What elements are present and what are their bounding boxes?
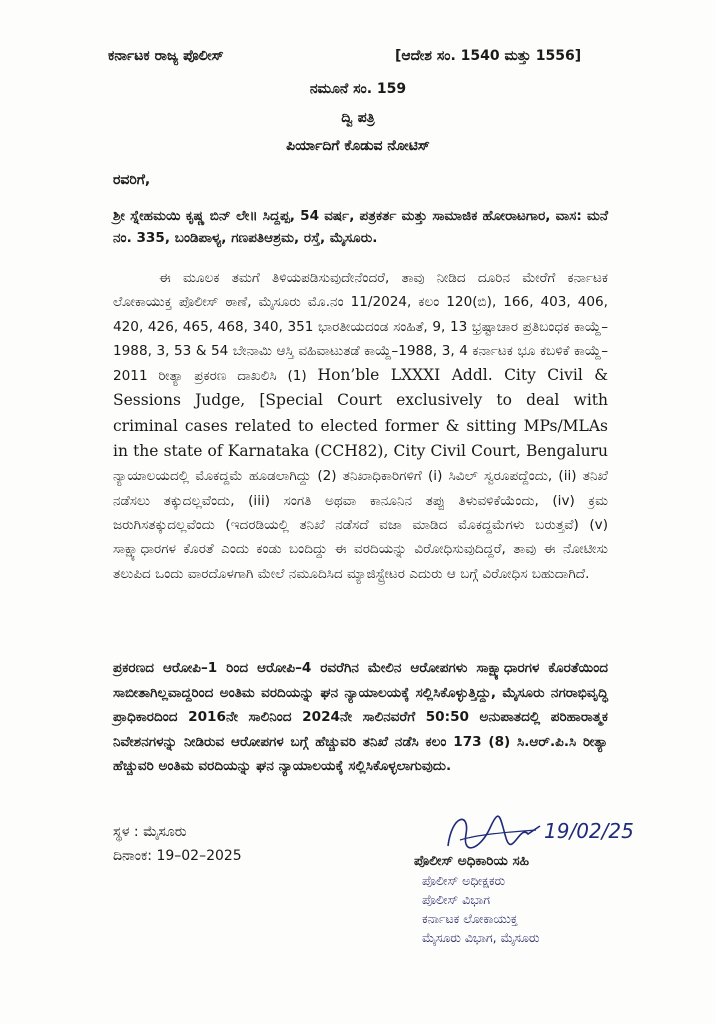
body-part-1: ಈ ಮೂಲಕ ತಮಗೆ ತಿಳಿಯಪಡಿಸುವುದೇನೆಂದರೆ, ತಾವು ನೀಡಿದ ದೂರಿನ ಮೇರೆಗೆ ಕರ್ನಾಟಕ ಲೋಕಾಯುಕ್ತ ಪೊಲೀಸ್ ಠಾಣೆ, ಮೈಸೂರು ಮೊ.ನಂ 11/2024, ಕಲಂ 120(ಬಿ), 166, 403, 406, 420, 426, 465, 468, 340, 351 ಭಾರತೀಯದಂಡ ಸಂಹಿತೆ, 9, 13 ಭ್ರಷ್ಟಾಚಾರ ಪ್ರತಿಬಂಧಕ ಕಾಯ್ದೆ–1988, 3, 53 & 54 ಬೇನಾಮಿ ಆಸ್ತಿ ವಹಿವಾಟುತಡೆ ಕಾಯ್ದೆ–1988, 3, 4 ಕರ್ನಾಟಕ ಭೂ ಕಬಳಿಕೆ ಕಾಯ್ದೆ–2011 ರೀತ್ಯಾ ಪ್ರಕರಣ ದಾಖಲಿಸಿ (1) xyxy=(113,270,608,385)
place-date-block xyxy=(113,820,242,868)
stamp-line-4: ಮೈಸೂರು ವಿಭಾಗ, ಮೈಸೂರು xyxy=(422,930,540,945)
copy-label: ದ್ವಿ ಪತ್ರಿ xyxy=(341,110,375,126)
stamp-line-1: ಪೊಲೀಸ್ ಅಧೀಕ್ಷಕರು xyxy=(422,873,506,888)
stamp-line-2: ಪೊಲೀಸ್ ವಿಭಾಗ xyxy=(422,892,490,907)
date-line: ದಿನಾಂಕ: 19–02–2025 xyxy=(113,848,242,864)
stamp-line-3: ಕರ್ನಾಟಕ ಲೋಕಾಯುಕ್ತ xyxy=(422,911,518,926)
place-line: ಸ್ಥಳ : ಮೈಸೂರು xyxy=(113,824,187,840)
notice-title: ಪಿರ್ಯಾದಿಗೆ ಕೊಡುವ ನೋಟಿಸ್ xyxy=(286,138,430,154)
signature-block xyxy=(414,852,614,947)
court-name: Hon’ble LXXXI Addl. City Civil & Sessions Judge, [Special Court exclusively to deal with criminal cases related to elected former & sitting MPs/MLAs in the state of Karnataka (CCH82), City Civil Court, Bengaluru xyxy=(113,366,609,461)
salutation: ರವರಿಗೆ, xyxy=(113,172,151,188)
form-number: ನಮೂನೆ ಸಂ. 159 xyxy=(309,81,407,97)
department-name: ಕರ್ನಾಟಕ ರಾಜ್ಯ ಪೊಲೀಸ್ xyxy=(108,48,224,64)
order-reference: [ಆದೇಶ ಸಂ. 1540 ಮತ್ತು 1556] xyxy=(395,48,582,64)
body-paragraph xyxy=(113,266,608,586)
handwritten-date: 19/02/25 xyxy=(544,819,634,843)
top-edge-scrap xyxy=(0,0,716,10)
addressee-paragraph: ಶ್ರೀ ಸ್ನೇಹಮಯಿ ಕೃಷ್ಣ ಬಿನ್ ಲೇ॥ ಸಿದ್ದಪ್ಪ, 54 ವರ್ಷ, ಪತ್ರಕರ್ತ ಮತ್ತು ಸಾಮಾಜಿಕ ಹೋರಾಟಗಾರ, ವಾಸ: ಮನೆ ನಂ. 335, ಬಂಡಿಪಾಳ್ಯ, ಗಣಪತಿಆಶ್ರಮ, ರಸ್ತೆ, ಮೈಸೂರು. xyxy=(113,208,608,246)
officer-signature-line: ಪೊಲೀಸ್ ಅಧಿಕಾರಿಯ ಸಹಿ xyxy=(414,853,529,869)
body-part-2: ನ್ಯಾಯಾಲಯದಲ್ಲಿ ಮೊಕದ್ದಮೆ ಹೂಡಲಾಗಿದ್ದು (2) ತನಿಖಾಧಿಕಾರಿಗಳಿಗೆ (i) ಸಿವಿಲ್ ಸ್ವರೂಪದ್ದೆಂದು, (ii) ತನಿಖೆ ನಡೆಸಲು ತಕ್ಕುದಲ್ಲವೆಂದು, (iii) ಸಂಗತಿ ಅಥವಾ ಕಾನೂನಿನ ತಪ್ಪು ತಿಳುವಳಿಕೆಯೆಂದು, (iv) ಕ್ರಮ ಜರುಗಿಸತಕ್ಕುದಲ್ಲವೆಂದು (ಇದರಡಿಯಲ್ಲಿ ತನಿಖೆ ನಡೆಸದೆ ವಜಾ ಮಾಡಿದ ಮೊಕದ್ದಮೆಗಳು ಬರುತ್ತವೆ) (v) ಸಾಕ್ಷ್ಯಾಧಾರಗಳ ಕೊರತೆ ಎಂದು ಕಂಡು ಬಂದಿದ್ದು ಈ ವರದಿಯನ್ನು ವಿರೋಧಿಸುವುದಿದ್ದರೆ, ತಾವು ಈ ನೋಟೀಸು ತಲುಪಿದ ಒಂದು ವಾರದೊಳಗಾಗಿ ಮೇಲೆ ನಮೂದಿಸಿದ ಮ್ಯಾಜಿಸ್ಟ್ರೇಟರ ಎದುರು ಆ ಬಗ್ಗೆ ವಿರೋಧಿಸ ಬಹುದಾಗಿದೆ. xyxy=(113,468,608,582)
final-paragraph: ಪ್ರಕರಣದ ಆರೋಪಿ–1 ರಿಂದ ಆರೋಪಿ–4 ರವರೆಗಿನ ಮೇಲಿನ ಆರೋಪಗಳು ಸಾಕ್ಷ್ಯಾಧಾರಗಳ ಕೊರತೆಯಿಂದ ಸಾಬೀತಾಗಿಲ್ಲವಾದ್ದರಿಂದ ಅಂತಿಮ ವರದಿಯನ್ನು ಘನ ನ್ಯಾಯಾಲಯಕ್ಕೆ ಸಲ್ಲಿಸಿಕೊಳ್ಳುತ್ತಿದ್ದು, ಮೈಸೂರು ನಗರಾಭಿವೃದ್ಧಿ ಪ್ರಾಧಿಕಾರದಿಂದ 2016ನೇ ಸಾಲಿನಿಂದ 2024ನೇ ಸಾಲಿನವರೆಗೆ 50:50 ಅನುಪಾತದಲ್ಲಿ ಪರಿಹಾರಾತ್ಮಕ ನಿವೇಶನಗಳನ್ನು ನೀಡಿರುವ ಆರೋಪಗಳ ಬಗ್ಗೆ ಹೆಚ್ಚುವರಿ ತನಿಖೆ ನಡೆಸಿ ಕಲಂ 173 (8) ಸಿ.ಆರ್.ಪಿ.ಸಿ ರೀತ್ಯಾ ಹೆಚ್ಚುವರಿ ಅಂತಿಮ ವರದಿಯನ್ನು ಘನ ನ್ಯಾಯಾಲಯಕ್ಕೆ ಸಲ್ಲಿಸಿಕೊಳ್ಳಲಾಗುವುದು. xyxy=(113,660,608,775)
